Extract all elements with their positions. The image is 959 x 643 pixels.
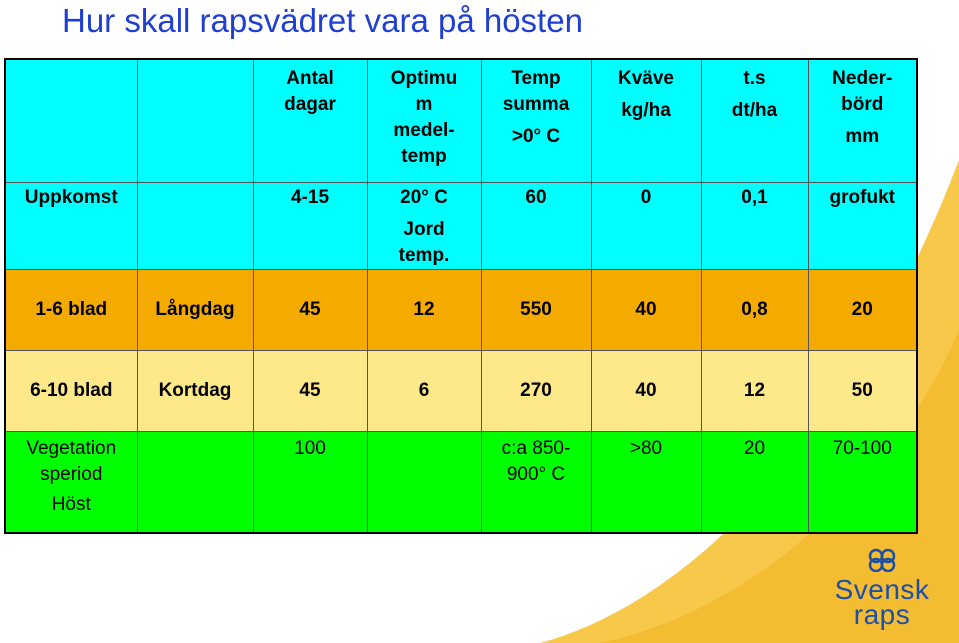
antal-cell: 45 [253, 351, 367, 432]
tempsumma-cell: 550 [481, 270, 591, 351]
tempsumma-cell: c:a 850- 900° C [481, 432, 591, 534]
daylength-cell: Långdag [137, 270, 253, 351]
optimum-cell [367, 432, 481, 534]
logo-line-2: raps [853, 599, 911, 630]
page-title: Hur skall rapsvädret vara på hösten [62, 2, 583, 39]
daylength-cell [137, 432, 253, 534]
header-stage [5, 59, 137, 183]
stage-cell: 6-10 blad [5, 351, 137, 432]
kvave-cell: 40 [591, 270, 701, 351]
stage-cell: Vegetation speriod Höst [5, 432, 137, 534]
antal-cell: 100 [253, 432, 367, 534]
header-ts: t.s dt/ha [701, 59, 808, 183]
header-antal-dagar: Antal dagar [253, 59, 367, 183]
optimum-cell: 20° C Jord temp. [367, 183, 481, 270]
ts-cell: 12 [701, 351, 808, 432]
kvave-cell: >80 [591, 432, 701, 534]
row-vegetationsperiod [5, 432, 917, 534]
nederbord-cell: 20 [808, 270, 917, 351]
logo-line-1: Svensk [834, 574, 930, 605]
antal-cell: 45 [253, 270, 367, 351]
svensk-raps-logo [832, 548, 932, 630]
header-kvave: Kväve kg/ha [591, 59, 701, 183]
optimum-cell: 12 [367, 270, 481, 351]
header-nederbord: Neder- börd mm [808, 59, 917, 183]
optimum-cell: 6 [367, 351, 481, 432]
header-daylength [137, 59, 253, 183]
stage-cell: 1-6 blad [5, 270, 137, 351]
row-6-10-blad [5, 351, 917, 432]
weather-table [4, 58, 918, 534]
nederbord-cell: 50 [808, 351, 917, 432]
rapeseed-flower-icon [832, 548, 932, 572]
daylength-cell [137, 183, 253, 270]
kvave-cell: 0 [591, 183, 701, 270]
ts-cell: 0,1 [701, 183, 808, 270]
tempsumma-cell: 270 [481, 351, 591, 432]
ts-cell: 20 [701, 432, 808, 534]
tempsumma-cell: 60 [481, 183, 591, 270]
header-row [5, 59, 917, 183]
ts-cell: 0,8 [701, 270, 808, 351]
stage-cell: Uppkomst [5, 183, 137, 270]
nederbord-cell: 70-100 [808, 432, 917, 534]
antal-cell: 4-15 [253, 183, 367, 270]
nederbord-cell: grofukt [808, 183, 917, 270]
header-tempsumma: Temp summa >0° C [481, 59, 591, 183]
row-1-6-blad [5, 270, 917, 351]
kvave-cell: 40 [591, 351, 701, 432]
row-uppkomst [5, 183, 917, 270]
header-optimum: Optimu m medel- temp [367, 59, 481, 183]
daylength-cell: Kortdag [137, 351, 253, 432]
